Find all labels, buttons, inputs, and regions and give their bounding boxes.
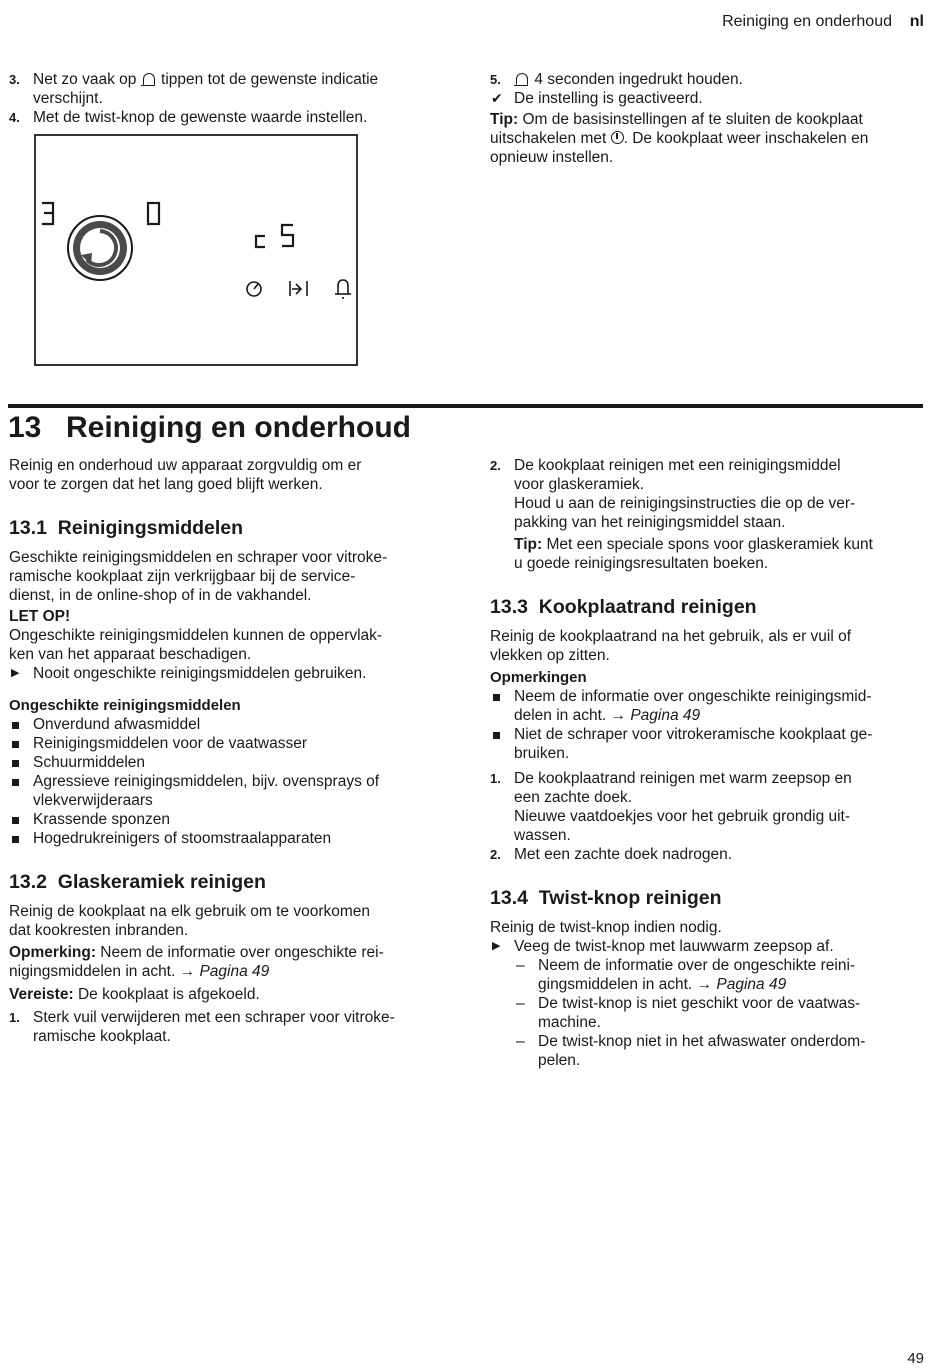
- top-right-steps: [490, 70, 930, 167]
- square-bullet-icon: [12, 779, 19, 786]
- list-item: Agressieve reinigingsmiddelen, bijv. ovensprays of vlekverwijderaars: [9, 772, 449, 810]
- page-reference-link[interactable]: Pagina 49: [716, 976, 787, 993]
- action-item: ▶ Veeg de twist-knop met lauwwarm zeepsop af.: [492, 938, 834, 955]
- step-2: 2. Met een zachte doek nadrogen.: [490, 846, 733, 863]
- heading-13-1: 13.1 Reinigingsmiddelen: [9, 517, 244, 539]
- list-item: Schuurmiddelen: [9, 753, 449, 772]
- step-3: 3. Net zo vaak op tippen tot de gewenste indicatie verschijnt.: [9, 71, 379, 107]
- twist-knob-paragraph: Reinig de twist-knop indien nodig.: [490, 919, 722, 936]
- square-bullet-icon: [12, 817, 19, 824]
- step-1: 1. De kookplaatrand reinigen met warm zeepsop en een zachte doek. Nieuwe vaatdoekjes voor het gebruik grondig uit- wassen.: [490, 770, 852, 844]
- left-column: [9, 456, 449, 1046]
- square-bullet-icon: [12, 760, 19, 767]
- arrow-right-icon: →: [179, 963, 196, 980]
- cleaning-agents-paragraph: Geschikte reinigingsmiddelen en schraper voor vitroke- ramische kookplaat zijn verkrijgbaar bij de service- dienst, in de online-shop of in de vakhandel.: [9, 549, 388, 604]
- section-rule: [8, 404, 923, 408]
- square-bullet-icon: [12, 722, 19, 729]
- hob-edge-paragraph: Reinig de kookplaatrand na het gebruik, als er vuil of vlekken op zitten.: [490, 628, 852, 664]
- heading-13-3: 13.3 Kookplaatrand reinigen: [490, 596, 757, 618]
- square-bullet-icon: [493, 694, 500, 701]
- square-bullet-icon: [12, 836, 19, 843]
- result-line: ✔ De instelling is geactiveerd.: [491, 90, 703, 107]
- right-column: [490, 456, 930, 1070]
- header-title: Reiniging en onderhoud: [722, 13, 892, 30]
- caution-action: ▶ Nooit ongeschikte reinigingsmiddelen gebruiken.: [11, 665, 367, 682]
- square-bullet-icon: [12, 741, 19, 748]
- section-intro: Reinig en onderhoud uw apparaat zorgvuldig om er voor te zorgen dat het lang goed blijft werken.: [9, 457, 362, 493]
- unsuitable-list-title: Ongeschikte reinigingsmiddelen: [9, 697, 241, 714]
- dash-item: – Neem de informatie over de ongeschikte reini- gingsmiddelen in acht. → Pagina 49: [516, 957, 856, 993]
- display-digit-0: [148, 203, 159, 224]
- display-digit-5: [282, 225, 293, 246]
- display-letter-c: [256, 236, 265, 247]
- step-4: 4. Met de twist-knop de gewenste waarde instellen.: [9, 109, 368, 126]
- bell-icon: [335, 280, 351, 298]
- control-panel-drawing: [36, 136, 356, 364]
- step-1: 1. Sterk vuil verwijderen met een schraper voor vitroke- ramische kookplaat.: [9, 1009, 395, 1045]
- skip-icon: [290, 281, 307, 296]
- twist-knob: [68, 216, 132, 280]
- page-reference-link[interactable]: Pagina 49: [630, 707, 701, 724]
- dash-bullet-icon: –: [516, 1033, 525, 1050]
- header-language: nl: [909, 13, 924, 30]
- dash-bullet-icon: –: [516, 995, 525, 1012]
- page-number: 49: [907, 1350, 924, 1367]
- caution-text: Ongeschikte reinigingsmiddelen kunnen de oppervlak- ken van het apparaat beschadigen.: [9, 627, 383, 663]
- checkmark-icon: ✔: [491, 90, 503, 106]
- notes-label: Opmerkingen: [490, 669, 587, 686]
- list-item: Reinigingsmiddelen voor de vaatwasser: [9, 734, 449, 753]
- dash-item: – De twist-knop niet in het afwaswater onderdom- pelen.: [516, 1033, 866, 1069]
- dash-item: – De twist-knop is niet geschikt voor de vaatwas- machine.: [516, 995, 861, 1031]
- list-item: Neem de informatie over ongeschikte reinigingsmid- delen in acht. → Pagina 49: [490, 687, 930, 725]
- arrow-right-icon: →: [696, 976, 713, 993]
- section-heading: 13 Reiniging en onderhoud: [8, 411, 411, 444]
- control-panel-illustration: [34, 134, 358, 366]
- top-left-steps: [9, 70, 439, 127]
- dash-bullet-icon: –: [516, 957, 525, 974]
- triangle-bullet-icon: ▶: [492, 940, 501, 952]
- bell-icon: [143, 73, 155, 85]
- timer-icon: [247, 282, 261, 296]
- unsuitable-list: [9, 715, 449, 848]
- heading-13-4: 13.4 Twist-knop reinigen: [490, 887, 722, 909]
- note-paragraph: Opmerking: Neem de informatie over ongeschikte rei- nigingsmiddelen in acht. → Pagina 49: [9, 944, 384, 980]
- tip-paragraph: Tip: Om de basisinstellingen af te sluiten de kookplaat uitschakelen met . De kookplaat weer inschakelen en opnieuw instellen.: [490, 111, 869, 166]
- triangle-bullet-icon: ▶: [11, 667, 20, 679]
- page-reference-link[interactable]: Pagina 49: [199, 963, 270, 980]
- step-5: 5. 4 seconden ingedrukt houden.: [490, 71, 743, 88]
- list-item: Onverdund afwasmiddel: [9, 715, 449, 734]
- list-item: Krassende sponzen: [9, 810, 449, 829]
- list-item: Hogedrukreinigers of stoomstraalapparaten: [9, 829, 449, 848]
- caution-label: LET OP!: [9, 608, 71, 625]
- list-item: Niet de schraper voor vitrokeramische kookplaat ge- bruiken.: [490, 725, 930, 763]
- arrow-right-icon: →: [610, 707, 627, 724]
- glass-ceramic-paragraph: Reinig de kookplaat na elk gebruik om te voorkomen dat kookresten inbranden.: [9, 903, 371, 939]
- display-digit-3: [42, 203, 53, 224]
- heading-13-2: 13.2 Glaskeramiek reinigen: [9, 871, 266, 893]
- power-icon: [611, 131, 624, 144]
- requirement-paragraph: Vereiste: De kookplaat is afgekoeld.: [9, 986, 260, 1003]
- bell-icon: [516, 73, 528, 85]
- square-bullet-icon: [493, 732, 500, 739]
- step-2: 2. De kookplaat reinigen met een reinigingsmiddel voor glaskeramiek. Houd u aan de reinigingsinstructies die op de ver- pakking van het reinigingsmiddel staan.: [490, 457, 856, 531]
- tip-paragraph: Tip: Met een speciale spons voor glaskeramiek kunt u goede reinigingsresultaten boeken.: [514, 536, 873, 572]
